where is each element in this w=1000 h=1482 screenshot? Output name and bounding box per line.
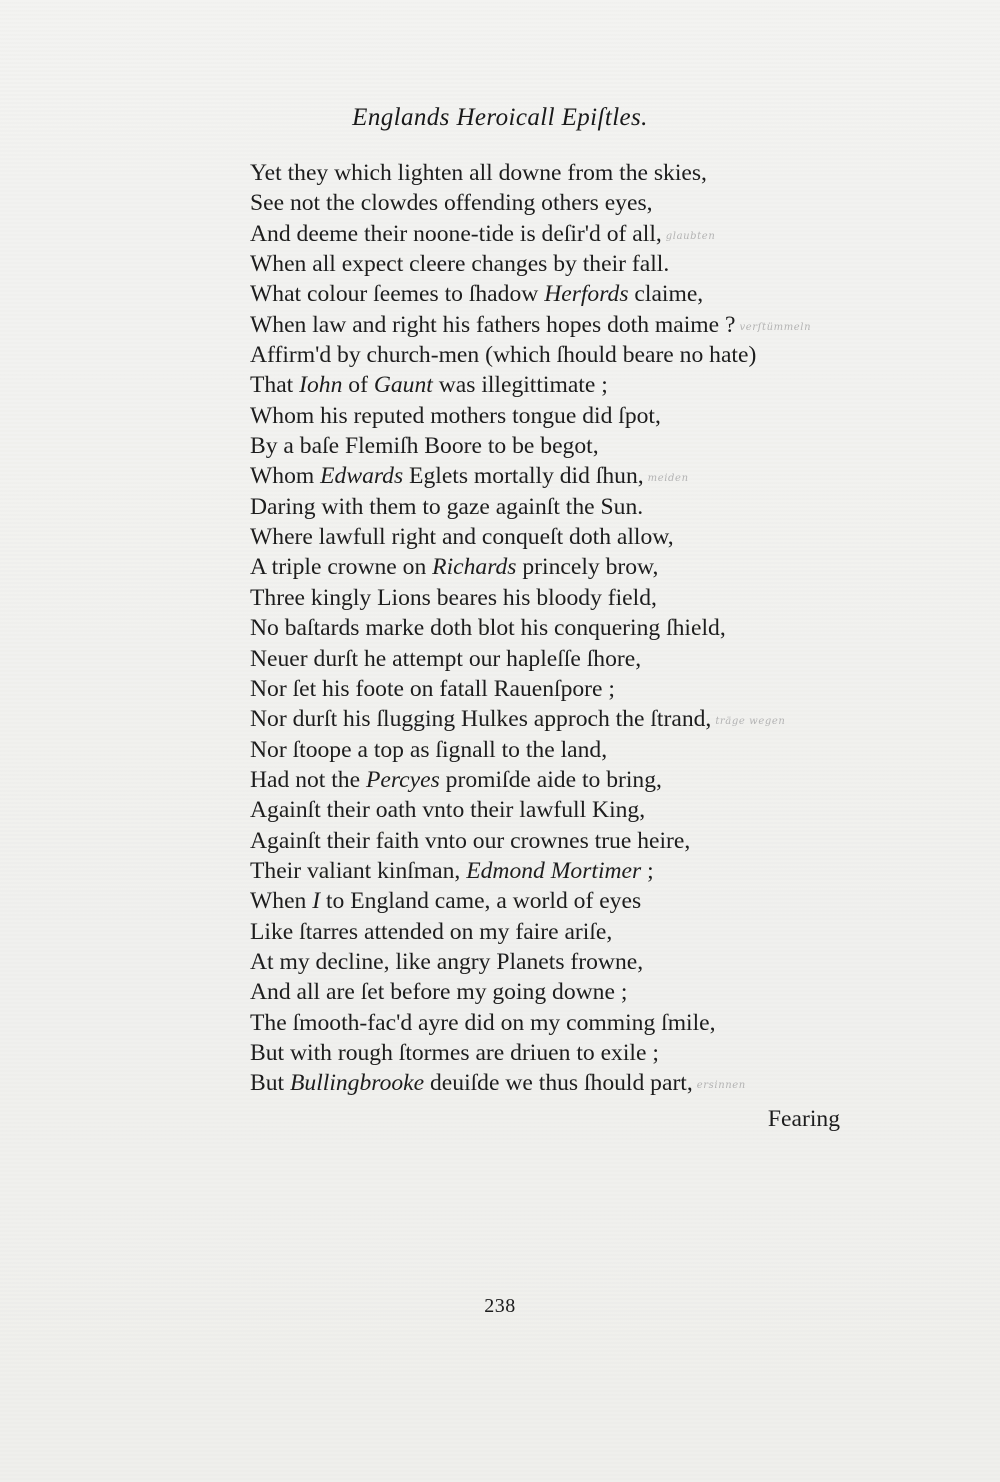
marginal-annotation: glaubten xyxy=(665,230,716,242)
verse-line xyxy=(250,886,850,916)
verse-text: Nor durſt his ſlugging Hulkes approch the ſtrand, xyxy=(250,706,712,733)
verse-line xyxy=(250,1068,850,1098)
running-head: Englands Heroicall Epiſtles. xyxy=(352,104,648,131)
verse-line xyxy=(250,279,850,309)
verse-line xyxy=(250,583,850,613)
verse-line xyxy=(250,613,850,643)
verse-line xyxy=(250,977,850,1007)
verse-text: ; xyxy=(641,857,654,884)
verse-text: Whom his reputed mothers tongue did ſpot, xyxy=(250,402,661,429)
verse-text: Nor ſet his foote on fatall Rauenſpore ; xyxy=(250,675,615,702)
verse-text: Againſt their faith vnto our crownes true heire, xyxy=(250,827,691,854)
verse-text: Where lawfull right and conqueſt doth allow, xyxy=(250,524,674,551)
italic-name: Iohn xyxy=(299,372,343,399)
verse-text: deuiſde we thus ſhould part, xyxy=(424,1070,693,1097)
italic-name: Edwards xyxy=(320,463,404,490)
verse-text: When xyxy=(250,888,313,915)
verse-text: Eglets mortally did ſhun, xyxy=(403,463,644,490)
verse-text: When all expect cleere changes by their fall. xyxy=(250,251,670,278)
verse-text: of xyxy=(342,372,374,399)
verse-text: The ſmooth-fac'd ayre did on my comming ſmile, xyxy=(250,1009,716,1036)
verse-text: Their valiant kinſman, xyxy=(250,857,467,884)
italic-name: I xyxy=(312,888,321,915)
verse-text: Nor ſtoope a top as ſignall to the land, xyxy=(250,736,608,763)
italic-name: Edmond Mortimer xyxy=(466,857,642,884)
italic-name: Gaunt xyxy=(373,372,433,399)
marginal-annotation: träge wegen xyxy=(715,716,786,728)
verse-line xyxy=(250,158,850,188)
italic-name: Richards xyxy=(432,554,517,581)
italic-name: Herfords xyxy=(544,281,629,308)
verse-text: Yet they which lighten all downe from the skies, xyxy=(250,160,707,186)
verse-line xyxy=(250,856,850,886)
verse-line xyxy=(250,310,850,340)
verse-text: Whom xyxy=(250,463,321,490)
verse-line xyxy=(250,704,850,734)
verse-line xyxy=(250,1008,850,1038)
page-number: 238 xyxy=(484,1295,516,1317)
verse-text: Had not the xyxy=(250,766,366,793)
verse-line xyxy=(250,340,850,370)
marginal-annotation: verſtümmeln xyxy=(739,321,812,333)
verse-text: princely brow, xyxy=(516,554,659,581)
verse-line xyxy=(250,401,850,431)
italic-name: Bullingbrooke xyxy=(290,1070,425,1097)
catchword: Fearing xyxy=(767,1106,840,1132)
verse-text: claime, xyxy=(628,281,704,308)
verse-line xyxy=(250,249,850,279)
verse-line xyxy=(250,461,850,491)
verse-line xyxy=(250,219,850,249)
verse-line xyxy=(250,735,850,765)
verse-line xyxy=(250,552,850,582)
verse-text: to England came, a world of eyes xyxy=(320,888,642,915)
verse-line xyxy=(250,431,850,461)
verse-text: No baſtards marke doth blot his conquering ſhield, xyxy=(250,615,726,642)
verse-line xyxy=(250,917,850,947)
verse-line xyxy=(250,644,850,674)
verse-text: And deeme their noone-tide is deſir'd of all, xyxy=(250,220,662,247)
verse-text: When law and right his fathers hopes doth maime ? xyxy=(250,311,736,338)
verse-text: A triple crowne on xyxy=(250,554,433,581)
marginal-annotation: ersinnen xyxy=(696,1080,746,1092)
verse-text: was illegittimate ; xyxy=(432,372,608,399)
verse-text: What colour ſeemes to ſhadow xyxy=(250,281,545,308)
verse-text: But xyxy=(250,1070,290,1097)
marginal-annotation: meiden xyxy=(647,473,689,485)
verse-text: Daring with them to gaze againſt the Sun. xyxy=(250,493,644,520)
poem-text xyxy=(250,158,850,1099)
verse-text: Againſt their oath vnto their lawfull King, xyxy=(250,797,646,824)
verse-line xyxy=(250,795,850,825)
verse-text: But with rough ſtormes are driuen to exile ; xyxy=(250,1039,659,1066)
italic-name: Percyes xyxy=(365,766,440,793)
verse-text: promiſde aide to bring, xyxy=(439,766,662,793)
verse-line xyxy=(250,674,850,704)
verse-text: By a baſe Flemiſh Boore to be begot, xyxy=(250,433,599,460)
verse-line xyxy=(250,1038,850,1068)
verse-text: Neuer durſt he attempt our hapleſſe ſhore, xyxy=(250,645,642,672)
verse-line xyxy=(250,188,850,218)
verse-text: And all are ſet before my going downe ; xyxy=(250,979,628,1006)
verse-text: Like ſtarres attended on my faire ariſe, xyxy=(250,918,613,945)
verse-line xyxy=(250,826,850,856)
verse-text: That xyxy=(250,372,300,399)
verse-text: At my decline, like angry Planets frowne, xyxy=(250,948,644,975)
verse-line xyxy=(250,765,850,795)
verse-line xyxy=(250,522,850,552)
verse-text: Three kingly Lions beares his bloody field, xyxy=(250,584,657,611)
verse-text: See not the clowdes offending others eyes, xyxy=(250,190,653,217)
verse-line xyxy=(250,947,850,977)
verse-line xyxy=(250,492,850,522)
verse-line xyxy=(250,370,850,400)
verse-text: Affirm'd by church-men (which ſhould beare no hate) xyxy=(250,342,757,369)
